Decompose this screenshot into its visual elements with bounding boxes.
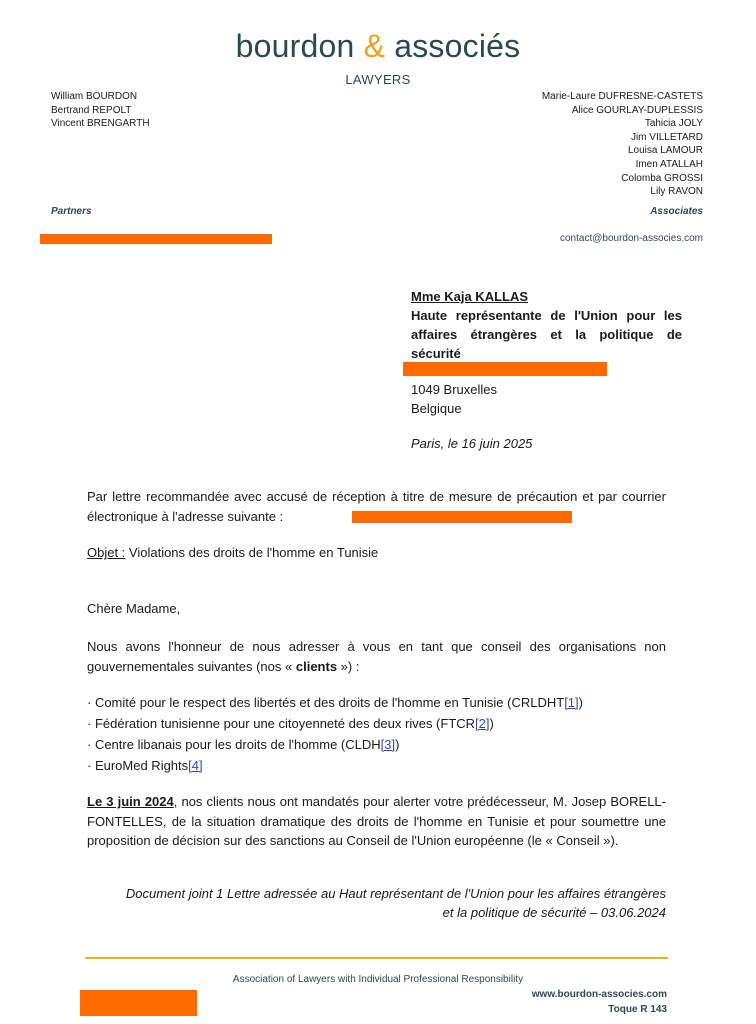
firm-subtitle: LAWYERS [345, 72, 411, 87]
org-name: · Comité pour le respect des libertés et des droits de l'homme en Tunisie (CRLDHT [87, 695, 565, 710]
footer-divider [85, 957, 668, 959]
partner-name: William BOURDON [51, 91, 138, 102]
partner-name: Vincent BRENGARTH [51, 118, 150, 130]
attachment-line: et la politique de sécurité – 03.06.2024 [442, 905, 666, 920]
redaction-bar [80, 990, 197, 1016]
recipient-name: Mme Kaja KALLAS [411, 289, 529, 304]
list-item [87, 734, 583, 755]
org-name: · Centre libanais pour les droits de l'homme (CLDH [87, 737, 381, 752]
footer-website[interactable]: www.bourdon-associes.com [531, 989, 667, 1000]
recipient-country: Belgique [411, 401, 462, 416]
org-close: ) [489, 716, 494, 731]
associate-name: Marie-Laure DUFRESNE-CASTETS [541, 91, 703, 102]
organizations-list [87, 692, 583, 776]
mandate-date: Le 3 juin 2024 [87, 794, 174, 809]
list-item [87, 713, 583, 734]
associate-name: Tahicia JOLY [644, 118, 703, 130]
org-close: ) [578, 695, 583, 710]
intro-end: ») : [337, 658, 360, 674]
recipient-block [411, 287, 682, 363]
attachment-line: Document joint 1 Lettre adressée au Haut représentant de l'Union pour les affaires étrangères [125, 886, 666, 901]
org-name: · EuroMed Rights [87, 758, 189, 773]
salutation: Chère Madame, [87, 601, 181, 616]
mandate-text: , nos clients nous ont mandatés pour alerter votre prédécesseur, M. Josep BORELL-FONTELLES, de la situation dramatique des droits de l'homme en Tunisie et pour soumettre une proposition de décision sur des sanctions au Conseil de l'Union européenne (le « Conseil »). [87, 794, 666, 848]
attachment-note [87, 884, 666, 922]
contact-email[interactable]: contact@bourdon-associes.com [560, 233, 703, 244]
redaction-bar [352, 511, 572, 523]
recipient-title: Haute représentante de l'Union pour les affaires étrangères et la politique de sécurité [411, 308, 682, 361]
mandate-paragraph [87, 792, 666, 851]
recipient-address [411, 380, 497, 418]
delivery-paragraph: Par lettre recommandée avec accusé de réception à titre de mesure de précaution et par courrier électronique à l'adresse suivante : [87, 489, 666, 524]
associates-list [542, 90, 703, 199]
footnote-link[interactable]: [2] [475, 716, 490, 731]
associate-name: Lily RAVON [650, 186, 703, 198]
footnote-link[interactable]: [1] [564, 695, 579, 710]
associate-name: Jim VILLETARD [630, 131, 703, 143]
footnote-link[interactable]: [4] [188, 758, 203, 773]
redaction-bar [403, 362, 607, 376]
intro-bold: clients [295, 658, 338, 674]
letter-date: Paris, le 16 juin 2025 [411, 436, 533, 451]
intro-paragraph [87, 637, 666, 676]
associate-name: Louisa LAMOUR [627, 145, 703, 157]
list-item [87, 692, 583, 713]
brand-ampersand: & [363, 28, 386, 64]
list-item [87, 755, 583, 776]
brand-name-part2: associés [385, 28, 521, 64]
associate-name: Imen ATALLAH [635, 158, 703, 170]
partners-list [51, 90, 150, 131]
subject-text: Violations des droits de l'homme en Tunisie [125, 545, 379, 560]
associate-name: Colomba GROSSI [621, 172, 703, 184]
redaction-bar [40, 234, 272, 244]
associate-name: Alice GOURLAY-DUPLESSIS [571, 104, 703, 116]
firm-logo [0, 28, 756, 65]
partner-name: Bertrand REPOLT [51, 104, 132, 116]
footnote-link[interactable]: [3] [380, 737, 396, 752]
subject-label: Objet : [87, 545, 126, 560]
footer-association: Association of Lawyers with Individual Professional Responsibility [232, 974, 524, 985]
associates-label: Associates [650, 206, 703, 217]
brand-name-part1: bourdon [235, 28, 364, 64]
recipient-city: 1049 Bruxelles [411, 382, 497, 397]
partners-label: Partners [51, 206, 92, 217]
footer-toque: Toque R 143 [608, 1004, 667, 1015]
subject-line [87, 543, 666, 563]
org-close: ) [395, 737, 400, 752]
org-name: · Fédération tunisienne pour une citoyenneté des deux rives (FTCR [87, 716, 476, 731]
intro-text: Nous avons l'honneur de nous adresser à vous en tant que conseil des organisations non gouvernementales suivantes (nos « [87, 639, 666, 674]
